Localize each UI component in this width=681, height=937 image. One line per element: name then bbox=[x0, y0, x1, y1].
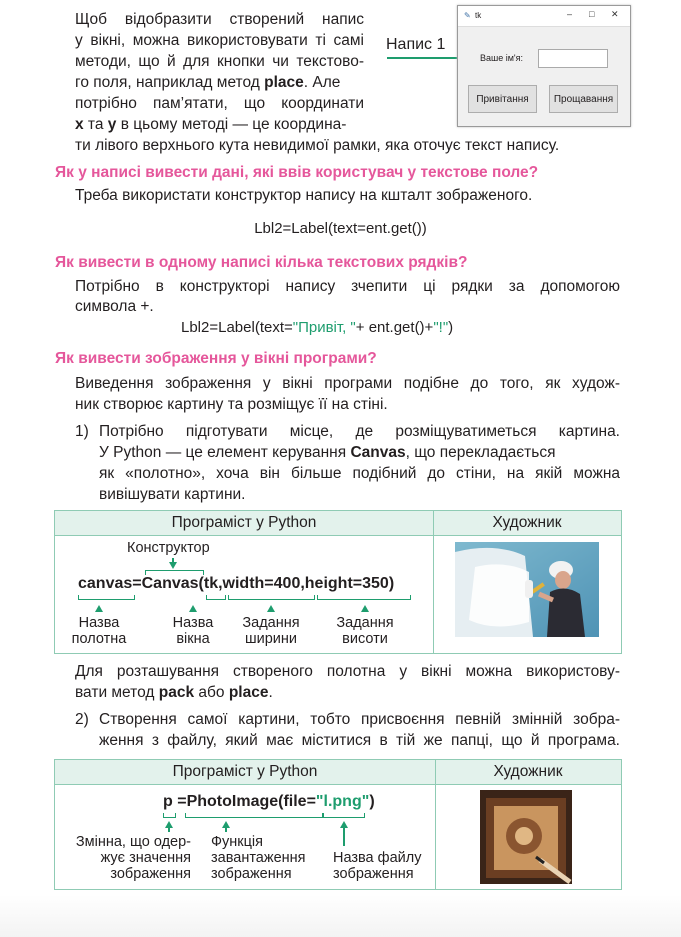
callout-arrow-line bbox=[387, 57, 465, 59]
label-function: Функція завантаження зображення bbox=[211, 834, 306, 882]
mid-line-2: вати метод pack або place. bbox=[75, 684, 273, 701]
constructor-arrow-head bbox=[169, 562, 177, 569]
arrow-height bbox=[361, 605, 369, 612]
mini-window-title: tk bbox=[475, 11, 482, 20]
para-3-line-2: ник створює картину та розміщує її на стіні. bbox=[75, 396, 388, 413]
label-height: Задання висоти bbox=[336, 615, 394, 647]
item-2-line-2: ження з файлу, який має міститися в тій же папці, що й програма. bbox=[99, 732, 620, 749]
item-1-number: 1) bbox=[75, 423, 89, 440]
brace-variable bbox=[163, 813, 176, 818]
arrow-variable bbox=[165, 821, 173, 828]
intro-line-5: потрібно пам’ятати, що координати bbox=[75, 95, 364, 112]
brace-canvas-name bbox=[78, 595, 135, 600]
table-1-header-artist: Художник bbox=[492, 514, 562, 531]
maximize-icon[interactable]: □ bbox=[589, 9, 595, 19]
table-1-header bbox=[55, 511, 621, 536]
intro-line-4: го поля, наприклад метод place. Але bbox=[75, 74, 341, 91]
mini-name-entry[interactable] bbox=[538, 49, 608, 68]
item-1-line-2: У Python — це елемент керування Canvas, що перекладається bbox=[99, 444, 556, 461]
item-1-line-4: вивішувати картини. bbox=[99, 486, 246, 503]
table-1-divider bbox=[433, 511, 434, 653]
brace-filename bbox=[323, 813, 365, 818]
question-2: Як вивести в одному написі кілька текстових рядків? bbox=[55, 254, 468, 271]
item-1-line-1: Потрібно підготувати місце, де розміщуватиметься картина. bbox=[99, 423, 620, 440]
table-2-divider bbox=[435, 760, 436, 889]
mini-bye-button[interactable]: Прощавання bbox=[549, 85, 618, 113]
label-canvas-name: Назва полотна bbox=[71, 615, 127, 647]
item-2-line-1: Створення самої картини, тобто присвоєння певній змінній зобра- bbox=[99, 711, 620, 728]
question-3: Як вивести зображення у вікні програми? bbox=[55, 350, 377, 367]
mini-window bbox=[457, 5, 631, 127]
arrow-width bbox=[267, 605, 275, 612]
close-icon[interactable]: ✕ bbox=[611, 9, 619, 19]
mini-name-label: Ваше ім'я: bbox=[480, 53, 524, 63]
painter-photo bbox=[455, 542, 599, 637]
table-2-header bbox=[55, 760, 621, 785]
label-window-name: Назва вікна bbox=[172, 615, 214, 647]
arrow-filename bbox=[340, 821, 348, 828]
intro-line-7: ти лівого верхнього кута невидимої рамки, яка оточує текст напису. bbox=[75, 137, 560, 154]
code-1: Lbl2=Label(text=ent.get()) bbox=[254, 220, 427, 237]
table-2-header-programmer: Програміст у Python bbox=[172, 763, 318, 780]
label-width: Задання ширини bbox=[242, 615, 300, 647]
mini-greet-button[interactable]: Привітання bbox=[468, 85, 537, 113]
item-1-line-3: як «полотно», хоча він більше подібний до стіни, на якій можна bbox=[99, 465, 620, 482]
brace-function bbox=[185, 813, 323, 818]
intro-line-3: методи, що й для кнопки чи текстово- bbox=[75, 53, 364, 70]
table-1-code: canvas=Canvas(tk,width=400,height=350) bbox=[78, 575, 395, 592]
answer-2-line-2: символа +. bbox=[75, 298, 154, 315]
arrow-canvas-name bbox=[95, 605, 103, 612]
code-2: Lbl2=Label(text="Привіт, "+ ent.get()+"!") bbox=[181, 319, 454, 336]
callout-label: Напис 1 bbox=[386, 36, 446, 53]
label-filename: Назва файлу зображення bbox=[333, 850, 422, 882]
page-footer-shade bbox=[0, 895, 681, 937]
painting-photo bbox=[480, 790, 572, 884]
table-2-code: p =PhotoImage(file="l.png") bbox=[163, 793, 375, 810]
intro-line-1: Щоб відобразити створений напис bbox=[75, 11, 364, 28]
brace-height bbox=[317, 595, 411, 600]
para-3-line-1: Виведення зображення у вікні програми подібне до того, як худож- bbox=[75, 375, 620, 392]
intro-line-2: у вікні, можна використовувати ті самі bbox=[75, 32, 364, 49]
minimize-icon[interactable]: – bbox=[567, 9, 573, 19]
table-2-header-artist: Художник bbox=[493, 763, 563, 780]
constructor-label: Конструктор bbox=[127, 540, 210, 556]
arrow-window-name bbox=[189, 605, 197, 612]
mid-line-1: Для розташування створеного полотна у вікні можна використову- bbox=[75, 663, 620, 680]
table-2 bbox=[54, 759, 622, 890]
brace-window-name bbox=[206, 595, 226, 600]
answer-1: Треба використати конструктор напису на кшталт зображеного. bbox=[75, 187, 533, 204]
label-variable: Змінна, що одер- жує значення зображення bbox=[75, 834, 191, 882]
table-1 bbox=[54, 510, 622, 654]
feather-icon: ✎ bbox=[464, 11, 471, 20]
table-1-header-programmer: Програміст у Python bbox=[171, 514, 317, 531]
answer-2-line-1: Потрібно в конструкторі напису зчепити ці рядки за допомогою bbox=[75, 278, 620, 295]
arrow-function bbox=[222, 821, 230, 828]
item-2-number: 2) bbox=[75, 711, 89, 728]
intro-line-6: x та y в цьому методі — це координа- bbox=[75, 116, 347, 133]
brace-width bbox=[228, 595, 315, 600]
question-1: Як у написі вивести дані, які ввів користувач у текстове поле? bbox=[55, 164, 539, 181]
mini-window-titlebar bbox=[458, 6, 630, 27]
